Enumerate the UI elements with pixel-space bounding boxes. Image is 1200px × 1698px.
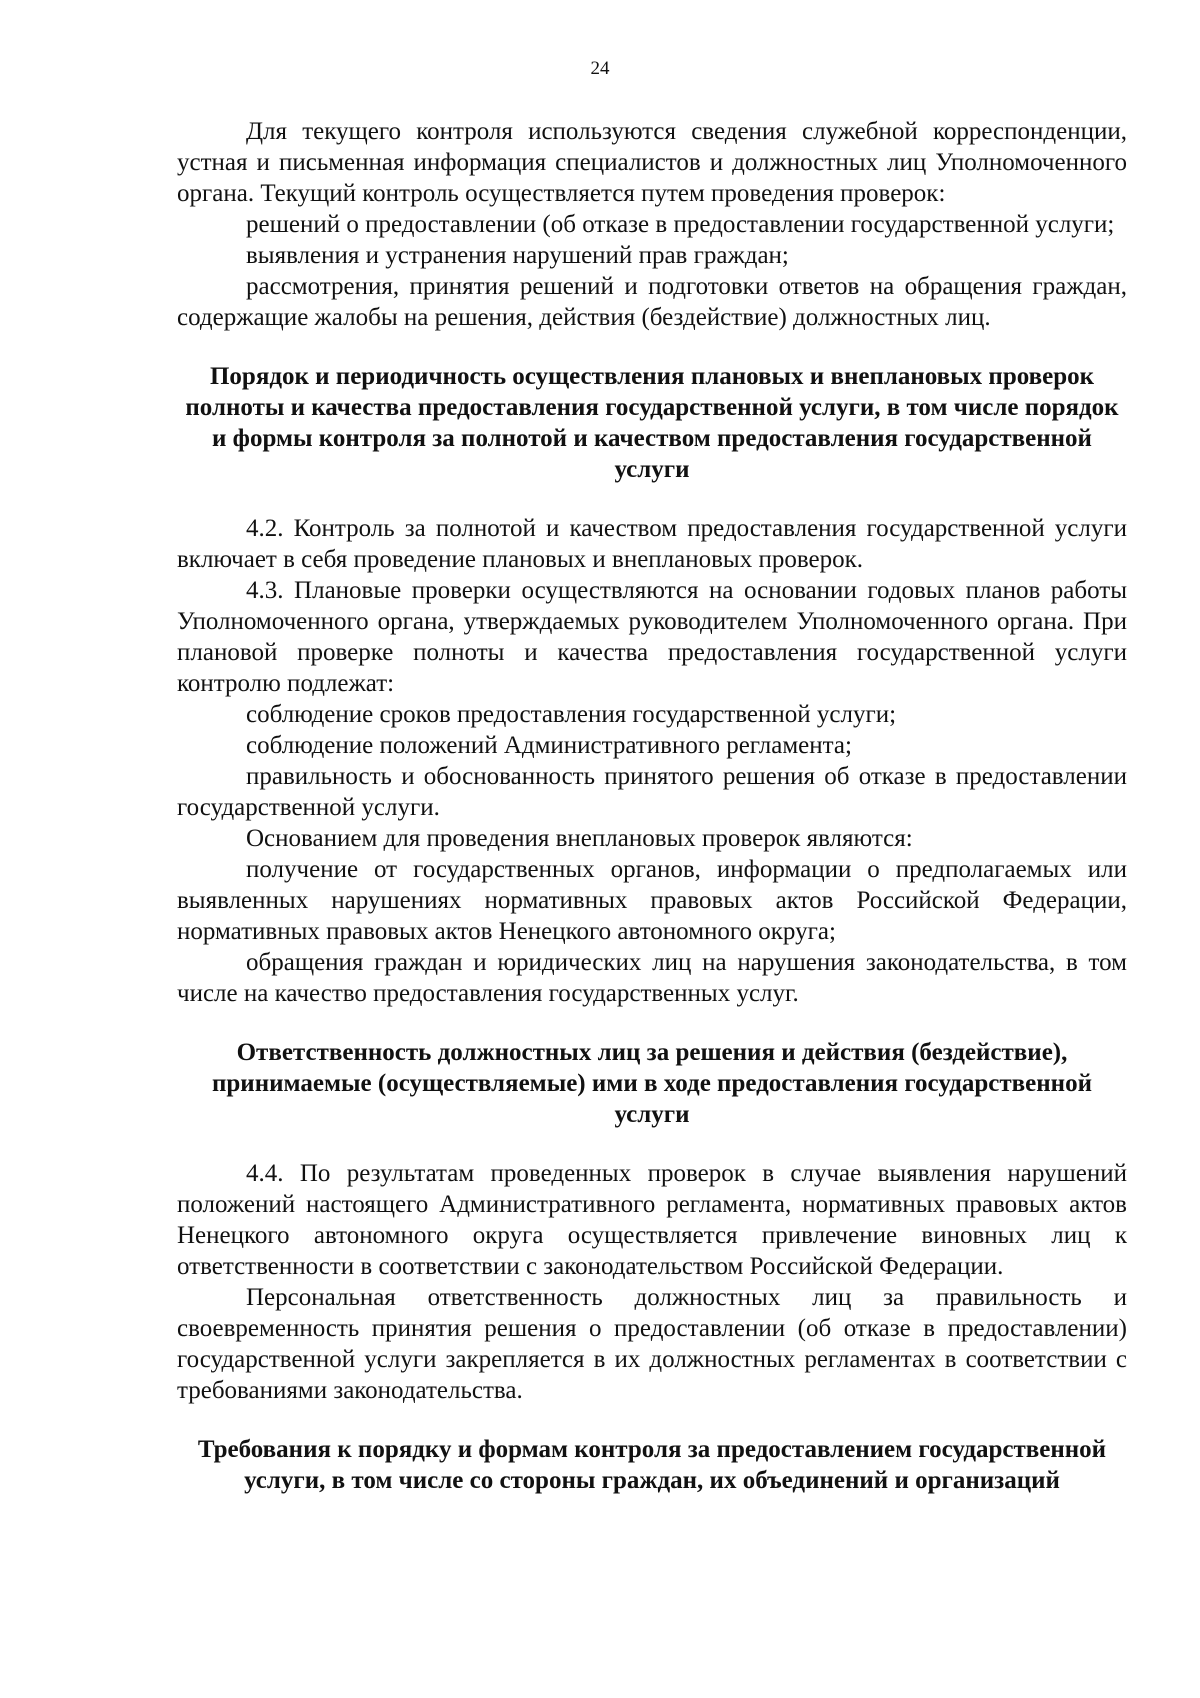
section-heading-control-requirements: Требования к порядку и формам контроля за предоставлением государственной услуги, в том числе со стороны граждан, их объединений и организаций (197, 1436, 1107, 1494)
paragraph: Для текущего контроля используются сведения служебной корреспонденции, устная и письменная информация специалистов и должностных лиц Уполномоченного органа. Текущий контроль осуществляется путем проведения проверок: (177, 118, 1127, 207)
section-heading-inspections: Порядок и периодичность осуществления плановых и внеплановых проверок полноты и качества предоставления государственной услуги, в том числе порядок и формы контроля за полнотой и качеством предоставления государственной услуги (185, 363, 1119, 483)
section-heading-responsibility: Ответственность должностных лиц за решения и действия (бездействие), принимаемые (осуществляемые) ими в ходе предоставления государственной услуги (212, 1039, 1092, 1128)
page-number: 24 (590, 58, 610, 79)
paragraph: соблюдение положений Административного регламента; (246, 732, 852, 759)
paragraph: Основанием для проведения внеплановых проверок являются: (246, 825, 913, 852)
paragraph: рассмотрения, принятия решений и подготовки ответов на обращения граждан, содержащие жалобы на решения, действия (бездействие) должностных лиц. (177, 273, 1127, 331)
paragraph: 4.4. По результатам проведенных проверок в случае выявления нарушений положений настоящего Административного регламента, нормативных правовых актов Ненецкого автономного округа осуществляется привлечение виновных лиц к ответственности в соответствии с законодательством Российской Федерации. (177, 1160, 1127, 1280)
document-body (177, 116, 1127, 1496)
paragraph: Персональная ответственность должностных лиц за правильность и своевременность принятия решения о предоставлении (об отказе в предоставлении) государственной услуги закрепляется в их должностных регламентах в соответствии с требованиями законодательства. (177, 1284, 1127, 1404)
paragraph: соблюдение сроков предоставления государственной услуги; (246, 701, 897, 728)
paragraph: 4.3. Плановые проверки осуществляются на основании годовых планов работы Уполномоченного органа, утверждаемых руководителем Уполномоченного органа. При плановой проверке полноты и качества предоставления государственной услуги контролю подлежат: (177, 577, 1127, 697)
paragraph: получение от государственных органов, информации о предполагаемых или выявленных нарушениях нормативных правовых актов Российской Федерации, нормативных правовых актов Ненецкого автономного округа; (177, 856, 1127, 945)
paragraph: 4.2. Контроль за полнотой и качеством предоставления государственной услуги включает в себя проведение плановых и внеплановых проверок. (177, 515, 1127, 573)
paragraph: правильность и обоснованность принятого решения об отказе в предоставлении государственной услуги. (177, 763, 1127, 821)
paragraph: решений о предоставлении (об отказе в предоставлении государственной услуги; (246, 211, 1115, 238)
paragraph: выявления и устранения нарушений прав граждан; (246, 242, 789, 269)
paragraph: обращения граждан и юридических лиц на нарушения законодательства, в том числе на качество предоставления государственных услуг. (177, 949, 1127, 1007)
